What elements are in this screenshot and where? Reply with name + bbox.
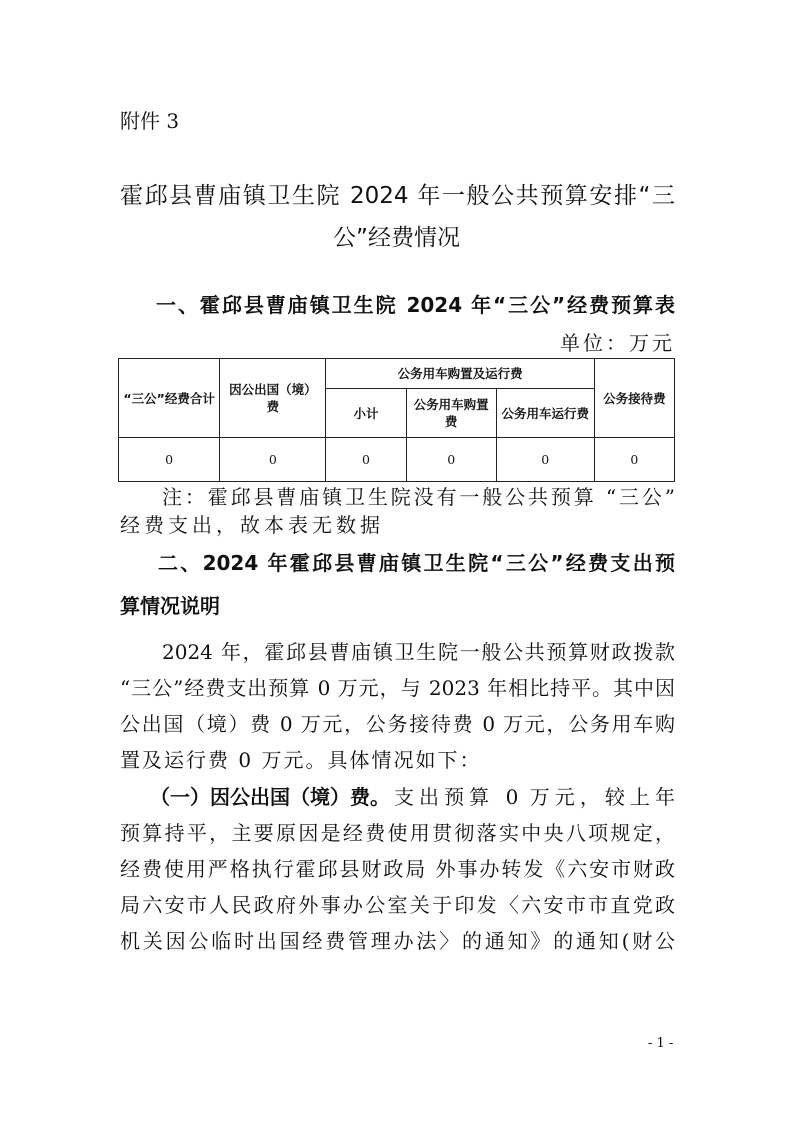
- para2-first-rest: 支出预算 0 万元，较上年: [394, 785, 675, 809]
- para2-line: 局六安市人民政府外事办公室关于印发〈六安市市直党政: [120, 893, 675, 917]
- value-reception: 0: [594, 438, 674, 482]
- header-reception: 公务接待费: [594, 359, 674, 438]
- value-subtotal: 0: [326, 438, 406, 482]
- title-line1: 霍邱县曹庙镇卫生院 2024 年一般公共预算安排“三: [120, 183, 675, 209]
- para1-line: 公出国（境）费 0 万元，公务接待费 0 万元，公务用车购: [120, 712, 675, 736]
- para2-lead: （一）因公出国（境）费。: [150, 785, 390, 809]
- para2-line: 机关因公临时出国经费管理办法〉的通知》的通知(财公: [120, 929, 675, 953]
- section2-heading-line2: 算情况说明: [120, 594, 220, 618]
- value-abroad: 0: [220, 438, 326, 482]
- unit-label: 单位：万元: [560, 331, 675, 355]
- header-operation: 公务用车运行费: [496, 389, 594, 438]
- para2-line: 经费使用严格执行霍邱县财政局 外事办转发《六安市财政: [120, 857, 675, 881]
- para2-line: 预算持平，主要原因是经费使用贯彻落实中央八项规定，: [120, 821, 675, 845]
- header-vehicle: 公务用车购置及运行费: [326, 359, 594, 389]
- para1-line: “三公”经费支出预算 0 万元，与 2023 年相比持平。其中因: [120, 676, 675, 700]
- header-total: “三公”经费合计: [119, 359, 220, 438]
- note-line1: 注：霍邱县曹庙镇卫生院没有一般公共预算 “三公”: [162, 485, 675, 509]
- page-number: - 1 -: [648, 1036, 674, 1051]
- para1-line: 置及运行费 0 万元。具体情况如下：: [120, 748, 482, 772]
- value-purchase: 0: [406, 438, 496, 482]
- budget-table: [118, 358, 675, 482]
- para2-first-line: [150, 784, 675, 810]
- header-subtotal: 小计: [326, 389, 406, 438]
- note-line2: 经费支出，故本表无数据: [120, 513, 384, 537]
- section2-heading-line1: 二、2024 年霍邱县曹庙镇卫生院“三公”经费支出预: [158, 551, 675, 575]
- value-total: 0: [119, 438, 220, 482]
- header-purchase: 公务用车购置费: [406, 389, 496, 438]
- section1-heading: 一、霍邱县曹庙镇卫生院 2024 年“三公”经费预算表: [156, 293, 675, 317]
- para1-line: 2024 年，霍邱县曹庙镇卫生院一般公共预算财政拨款: [162, 640, 675, 664]
- title-line2: 公”经费情况: [333, 225, 460, 251]
- attachment-label: 附件 3: [120, 109, 180, 133]
- value-operation: 0: [496, 438, 594, 482]
- header-abroad: 因公出国（境）费: [220, 359, 326, 438]
